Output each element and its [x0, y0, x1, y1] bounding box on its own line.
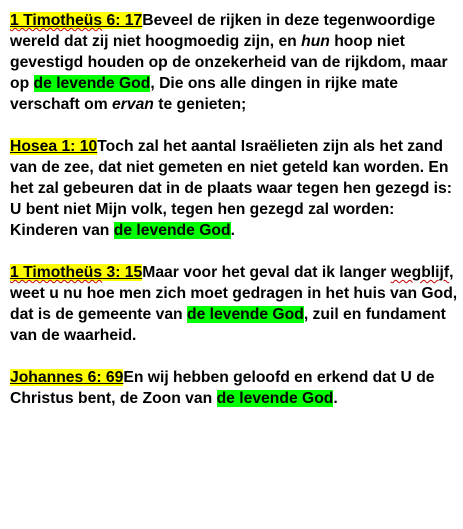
- verse-text: , Die ons alle dingen in rijke mate verschaft om: [10, 75, 398, 113]
- verse-text: , zuil en fundament van de waarheid.: [10, 306, 446, 344]
- verse-johannes-6-69: [10, 367, 458, 409]
- verse-text: Maar voor het geval dat ik langer: [142, 264, 391, 281]
- verse-1-timotheus-6-17: [10, 10, 458, 115]
- verse-text: hoop niet gevestigd houden op de onzekerheid van de rijkdom, maar op: [10, 33, 448, 92]
- highlighted-phrase: de levende God: [186, 306, 304, 323]
- highlighted-phrase: de levende God: [113, 222, 231, 239]
- verse-text: En wij hebben geloofd en erkend dat U de Christus bent, de Zoon van: [10, 369, 435, 407]
- reference-chapter-verse: 6: 17: [102, 12, 143, 29]
- highlighted-phrase: de levende God: [216, 390, 334, 407]
- reference-chapter-verse: 1: 10: [57, 138, 98, 155]
- verse-emphasis: ervan: [112, 96, 154, 113]
- verse-text: te genieten;: [153, 96, 247, 113]
- verse-reference: [10, 138, 97, 155]
- reference-chapter-verse: 6: 69: [83, 369, 124, 386]
- reference-book: Johannes: [10, 369, 84, 386]
- verse-reference: [10, 264, 142, 281]
- reference-chapter-verse: 3: 15: [102, 264, 143, 281]
- highlighted-phrase: de levende God: [33, 75, 151, 92]
- verse-text: .: [230, 222, 235, 239]
- document-body: [10, 10, 458, 430]
- verse-text: Toch zal het aantal Israëlieten zijn als het zand van de zee, dat niet gemeten en niet geteld kan worden. En het zal gebeuren dat in de plaats waar tegen hen gezegd is: U bent niet Mijn volk, tegen hen gezegd zal worden: Kinderen van: [10, 138, 452, 239]
- misspelled-word: wegblijf: [390, 264, 450, 281]
- reference-book: 1 Timotheüs: [10, 264, 103, 281]
- verse-hosea-1-10: [10, 136, 458, 241]
- verse-text: Beveel de rijken in deze tegenwoordige wereld dat zij niet hoogmoedig zijn, en: [10, 12, 436, 50]
- verse-reference: [10, 369, 123, 386]
- verse-text: .: [333, 390, 338, 407]
- verse-reference: [10, 12, 142, 29]
- reference-book: 1 Timotheüs: [10, 12, 103, 29]
- verse-1-timotheus-3-15: [10, 262, 458, 346]
- verse-text: , weet u nu hoe men zich moet gedragen in het huis van God, dat is de gemeente van: [10, 264, 458, 323]
- reference-book: Hosea: [10, 138, 58, 155]
- verse-emphasis: hun: [301, 33, 330, 50]
